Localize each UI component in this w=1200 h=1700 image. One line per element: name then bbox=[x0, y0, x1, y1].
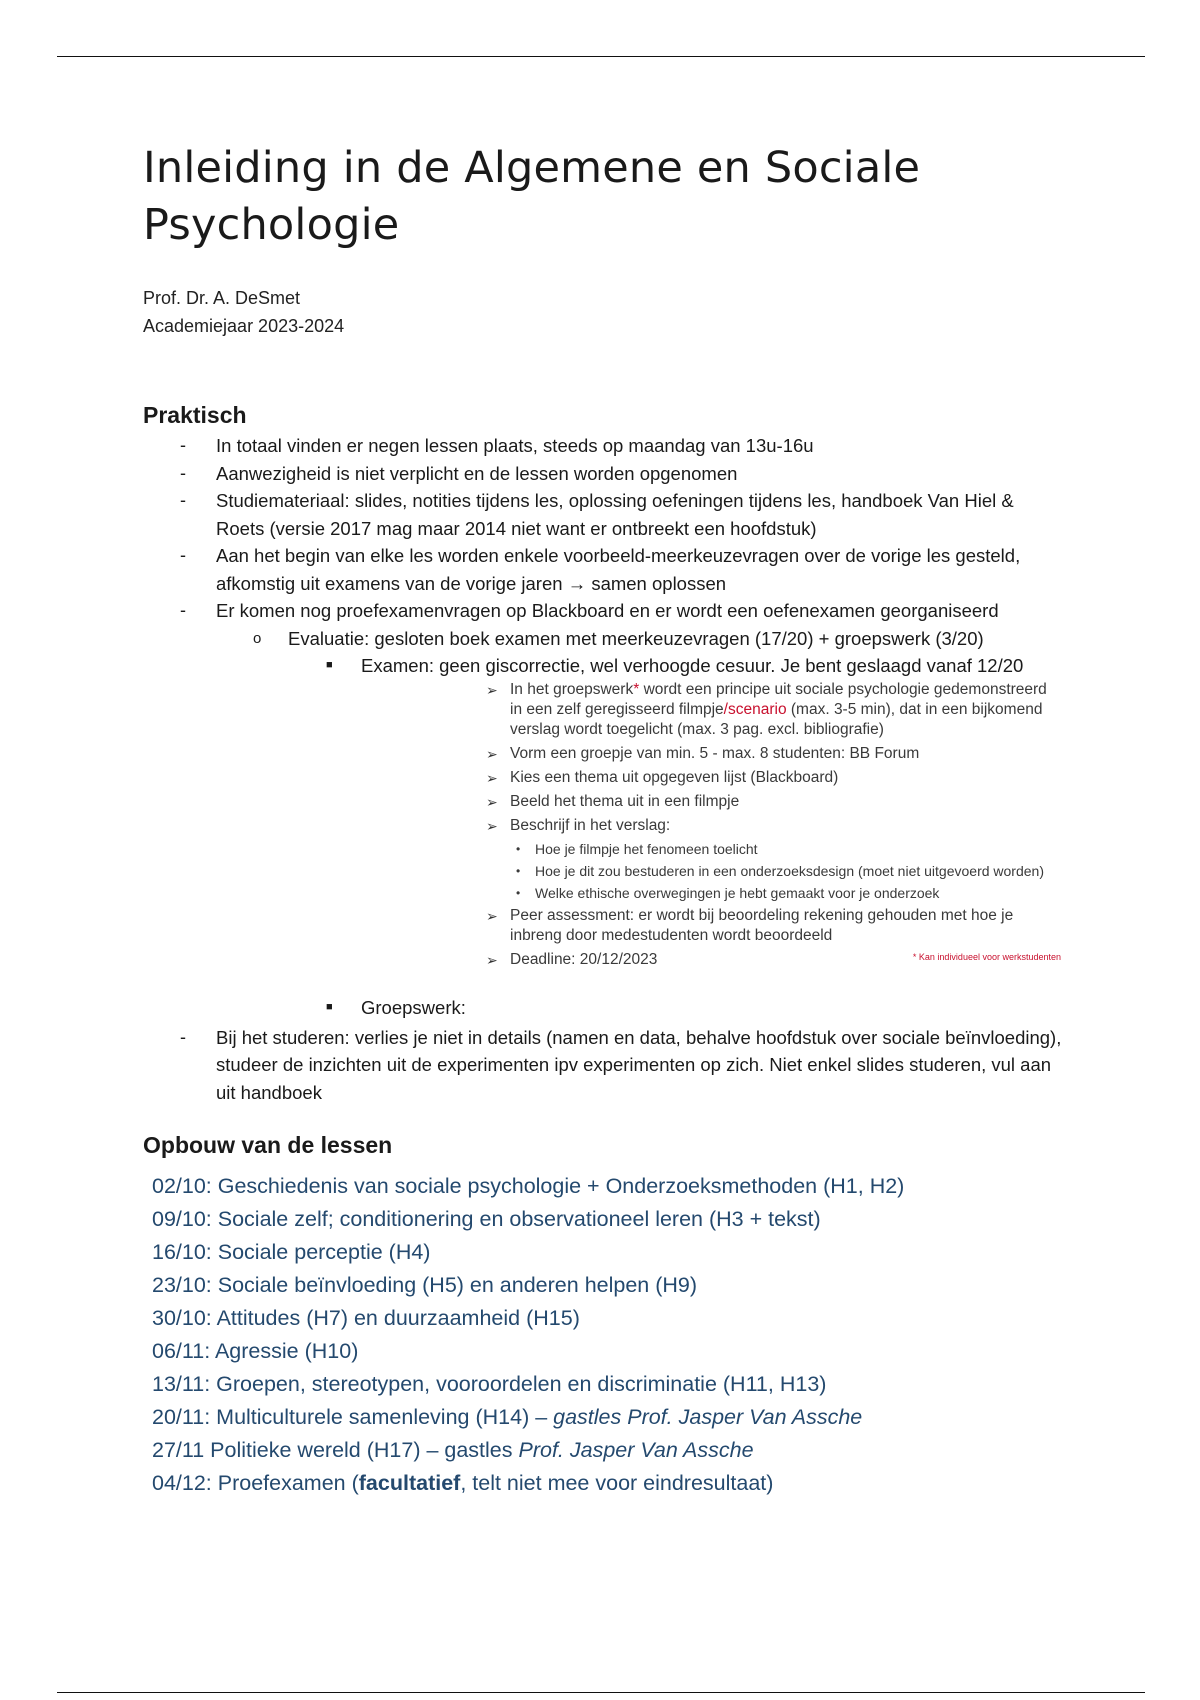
dash-marker: - bbox=[180, 490, 186, 510]
lesson-line: 13/11: Groepen, stereotypen, vooroordelen en discriminatie (H11, H13) bbox=[152, 1372, 827, 1396]
groepswerk-label: Groepswerk: bbox=[361, 997, 466, 1018]
slide-item: ➢ Beeld het thema uit in een filmpje bbox=[486, 792, 740, 810]
lesson-line: 09/10: Sociale zelf; conditionering en observationeel leren (H3 + tekst) bbox=[152, 1207, 821, 1231]
bottom-rule bbox=[57, 1692, 1145, 1693]
circle-bullet-icon: o bbox=[253, 629, 262, 647]
slide-item: ➢ In het groepswerk* wordt een principe uit sociale psychologie gedemonstreerd in een zelf geregisseerd filmpje/scenario (max. 3-5 min), dat in een bijkomend verslag wordt toegelicht (max. 3 pag. excl. bibliografie) bbox=[486, 680, 1047, 738]
evaluatie-sublist bbox=[288, 652, 1063, 1024]
evaluatie-list bbox=[216, 625, 1063, 1024]
slide-subitem: • Hoe je dit zou bestuderen in een onderzoeksdesign (moet niet uitgevoerd worden) bbox=[516, 862, 1044, 879]
lesson-line: 04/12: Proefexamen (facultatief, telt niet mee voor eindresultaat) bbox=[152, 1471, 774, 1495]
list-item bbox=[216, 625, 1063, 1024]
dot-bullet-icon: • bbox=[516, 841, 521, 856]
lesson-line: 06/11: Agressie (H10) bbox=[152, 1339, 359, 1363]
slide-footnote: * Kan individueel voor werkstudenten bbox=[912, 952, 1061, 962]
lesson-line: 27/11 Politieke wereld (H17) – gastles Prof. Jasper Van Assche bbox=[152, 1438, 754, 1462]
dot-bullet-icon: • bbox=[516, 863, 521, 878]
dot-bullet-icon: • bbox=[516, 885, 521, 900]
evaluatie-text: Evaluatie: gesloten boek examen met meerkeuzevragen (17/20) + groepswerk (3/20) bbox=[288, 627, 984, 649]
lesson-line: 23/10: Sociale beïnvloeding (H5) en anderen helpen (H9) bbox=[152, 1273, 698, 1297]
slide-subitem: • Hoe je filmpje het fenomeen toelicht bbox=[516, 840, 758, 857]
praktisch-list bbox=[143, 432, 1063, 1106]
list-item bbox=[288, 680, 1063, 1024]
list-item: - Bij het studeren: verlies je niet in details (namen en data, behalve hoofdstuk over sociale beïnvloeding), studeer de inzichten uit de experimenten ipv experimenten op zich. Niet enkel slides studeren, vul aan uit handboek bbox=[143, 1024, 1063, 1107]
dash-marker: - bbox=[180, 1026, 186, 1047]
slide-item: ➢ Beschrijf in het verslag: bbox=[486, 816, 671, 834]
slide-item: ➢ Deadline: 20/12/2023 bbox=[486, 950, 658, 968]
document-title: Inleiding in de Algemene en Sociale Psychologie bbox=[143, 143, 921, 250]
arrow-bullet-icon: ➢ bbox=[486, 681, 498, 698]
lesson-line: 20/11: Multiculturele samenleving (H14) – gastles Prof. Jasper Van Assche bbox=[152, 1405, 863, 1429]
lesson-line: 16/10: Sociale perceptie (H4) bbox=[152, 1240, 431, 1264]
arrow-bullet-icon: ➢ bbox=[486, 817, 498, 834]
arrow-bullet-icon: ➢ bbox=[486, 745, 498, 762]
dash-marker: - bbox=[180, 462, 186, 483]
slide-subitem: • Welke ethische overwegingen je hebt gemaakt voor je onderzoek bbox=[516, 884, 940, 901]
list-item: - Er komen nog proefexamenvragen op Blackboard en er wordt een oefenexamen georganiseerd o Evaluatie: gesloten boek examen met meerkeuzevragen (17/20) + groepswerk (3/20) ■ Examen: geen giscorrectie, wel verhoogde cesuur. Je bent geslaagd vanaf 12/20 ■ Groepswerk: ➢ In het groepswerk* wordt een principe uit sociale psychologie gedemonstreerd in een zelf geregisseerd filmpje/scenario (max. 3-5 min), dat in een bijkomend verslag wordt toegelicht (max. 3 pag. excl. bibliografie) ➢ Vorm een groepje van min. 5 - max. 8 studenten: BB Forum ➢ Kies een thema uit opgegeven lijst (Blackboard) ➢ Beeld het thema uit in een filmpje ➢ Beschrijf in het verslag: • Hoe je filmpje het fenomeen toelicht • Hoe je dit zou bestuderen in een onderzoeksdesign (moet niet uitgevoerd worden) • Welke ethische overwegingen je hebt gemaakt voor je onderzoek ➢ Peer assessment: er wordt bij beoordeling rekening gehouden met hoe je inbreng door medestudenten wordt beoordeeld ➢ Deadline: 20/12/2023 * Kan individueel voor werkstudenten bbox=[143, 597, 1063, 1024]
slide-item: ➢ Vorm een groepje van min. 5 - max. 8 studenten: BB Forum bbox=[486, 744, 920, 762]
lesson-line: 30/10: Attitudes (H7) en duurzaamheid (H15) bbox=[152, 1306, 580, 1330]
academic-year: Academiejaar 2023-2024 bbox=[143, 316, 345, 336]
professor: Prof. Dr. A. DeSmet bbox=[143, 288, 301, 308]
examen-text: Examen: geen giscorrectie, wel verhoogde cesuur. Je bent geslaagd vanaf 12/20 bbox=[361, 655, 1024, 676]
slide-item: ➢ Peer assessment: er wordt bij beoordeling rekening gehouden met hoe je inbreng door medestudenten wordt beoordeeld bbox=[486, 906, 1014, 944]
list-item: - Aan het begin van elke les worden enkele voorbeeld-meerkeuzevragen over de vorige les gesteld, afkomstig uit examens van de vorige jaren → samen oplossen bbox=[143, 542, 1063, 597]
top-rule bbox=[57, 56, 1145, 57]
groepswerk-slide-image bbox=[486, 680, 1061, 974]
arrow-bullet-icon: ➢ bbox=[486, 793, 498, 810]
dash-marker: - bbox=[180, 545, 186, 565]
square-bullet-icon: ■ bbox=[326, 659, 333, 671]
arrow-bullet-icon: ➢ bbox=[486, 907, 498, 924]
list-item: - Studiemateriaal: slides, notities tijdens les, oplossing oefeningen tijdens les, handboek Van Hiel & Roets (versie 2017 mag maar 2014 niet want er ontbreekt een hoofdstuk) bbox=[143, 487, 1063, 542]
list-item: - In totaal vinden er negen lessen plaats, steeds op maandag van 13u-16u bbox=[143, 432, 1063, 460]
document-meta bbox=[143, 284, 1063, 340]
dash-marker: - bbox=[180, 435, 186, 455]
slide-item: ➢ Kies een thema uit opgegeven lijst (Blackboard) bbox=[486, 768, 839, 786]
lesson-line: 02/10: Geschiedenis van sociale psychologie + Onderzoeksmethoden (H1, H2) bbox=[152, 1174, 905, 1198]
heading-opbouw: Opbouw van de lessen bbox=[143, 1132, 393, 1158]
document-body bbox=[143, 140, 1063, 1500]
groepswerk-block bbox=[361, 680, 1063, 1024]
dash-marker: - bbox=[180, 600, 186, 620]
heading-praktisch: Praktisch bbox=[143, 402, 247, 428]
list-item: - Aanwezigheid is niet verplicht en de lessen worden opgenomen bbox=[143, 460, 1063, 488]
list-item bbox=[288, 652, 1063, 680]
arrow-bullet-icon: ➢ bbox=[486, 951, 498, 968]
lesson-schedule-image bbox=[143, 1170, 1063, 1500]
square-bullet-icon: ■ bbox=[326, 1001, 333, 1013]
arrow-bullet-icon: ➢ bbox=[486, 769, 498, 786]
